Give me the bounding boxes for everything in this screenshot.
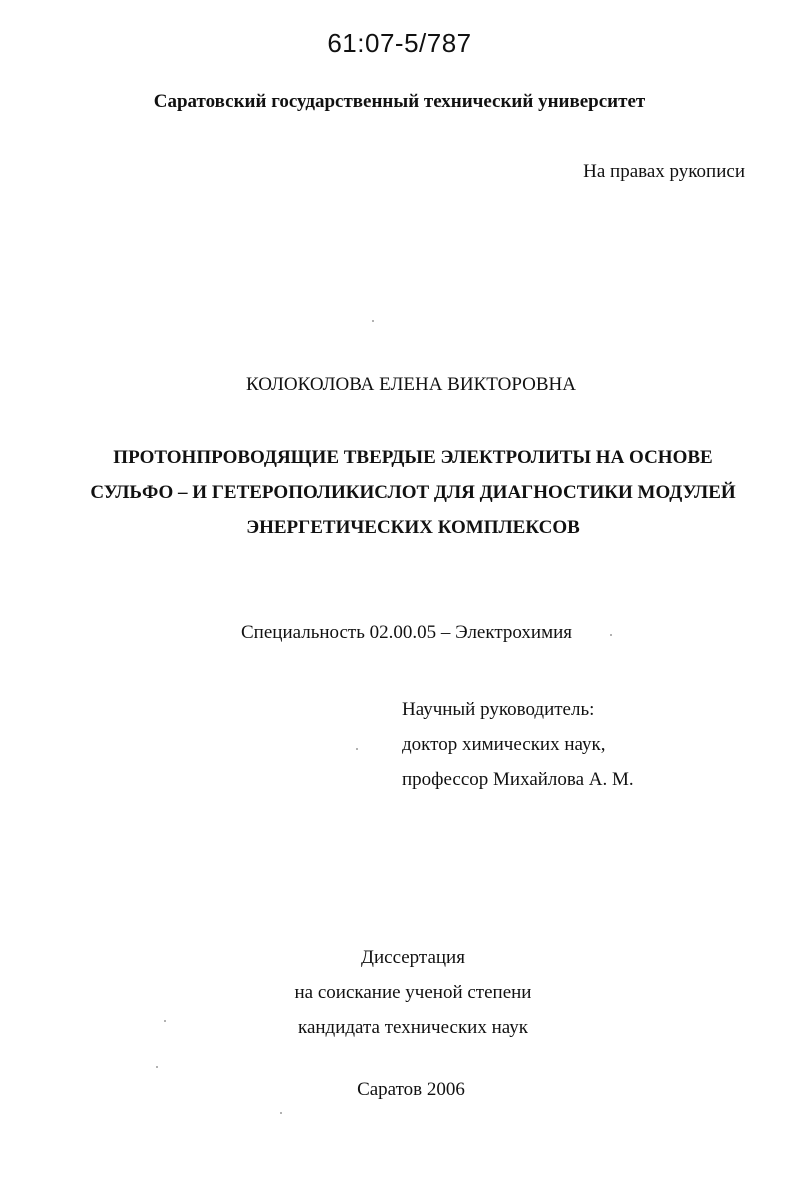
degree-line: на соискание ученой степени	[294, 982, 532, 1003]
degree-line: Диссертация	[361, 947, 465, 968]
scan-speck	[164, 1020, 166, 1022]
degree-statement	[0, 940, 799, 1045]
scan-speck	[610, 634, 612, 636]
manuscript-note: На правах рукописи	[583, 161, 745, 182]
scan-speck	[280, 1112, 282, 1114]
scientific-supervisor	[402, 692, 634, 797]
scan-speck	[156, 1066, 158, 1068]
scan-speck	[372, 320, 374, 322]
title-line: ПРОТОНПРОВОДЯЩИЕ ТВЕРДЫЕ ЭЛЕКТРОЛИТЫ НА ОСНОВЕ	[113, 447, 713, 468]
university-name: Саратовский государственный технический университет	[153, 91, 646, 112]
title-line: ЭНЕРГЕТИЧЕСКИХ КОМПЛЕКСОВ	[246, 517, 580, 538]
supervisor-line: Научный руководитель:	[402, 699, 595, 720]
city-year: Саратов 2006	[357, 1079, 465, 1100]
supervisor-line: профессор Михайлова А. М.	[402, 769, 634, 790]
scan-speck	[356, 748, 358, 750]
supervisor-line: доктор химических наук,	[402, 734, 606, 755]
title-line: СУЛЬФО – И ГЕТЕРОПОЛИКИСЛОТ ДЛЯ ДИАГНОСТИКИ МОДУЛЕЙ	[90, 482, 736, 503]
dissertation-title	[0, 440, 799, 545]
specialty: Специальность 02.00.05 – Электрохимия	[241, 622, 572, 643]
catalog-number: 61:07-5/787	[327, 28, 472, 58]
degree-line: кандидата технических наук	[298, 1017, 528, 1038]
author-name: КОЛОКОЛОВА ЕЛЕНА ВИКТОРОВНА	[246, 374, 576, 395]
